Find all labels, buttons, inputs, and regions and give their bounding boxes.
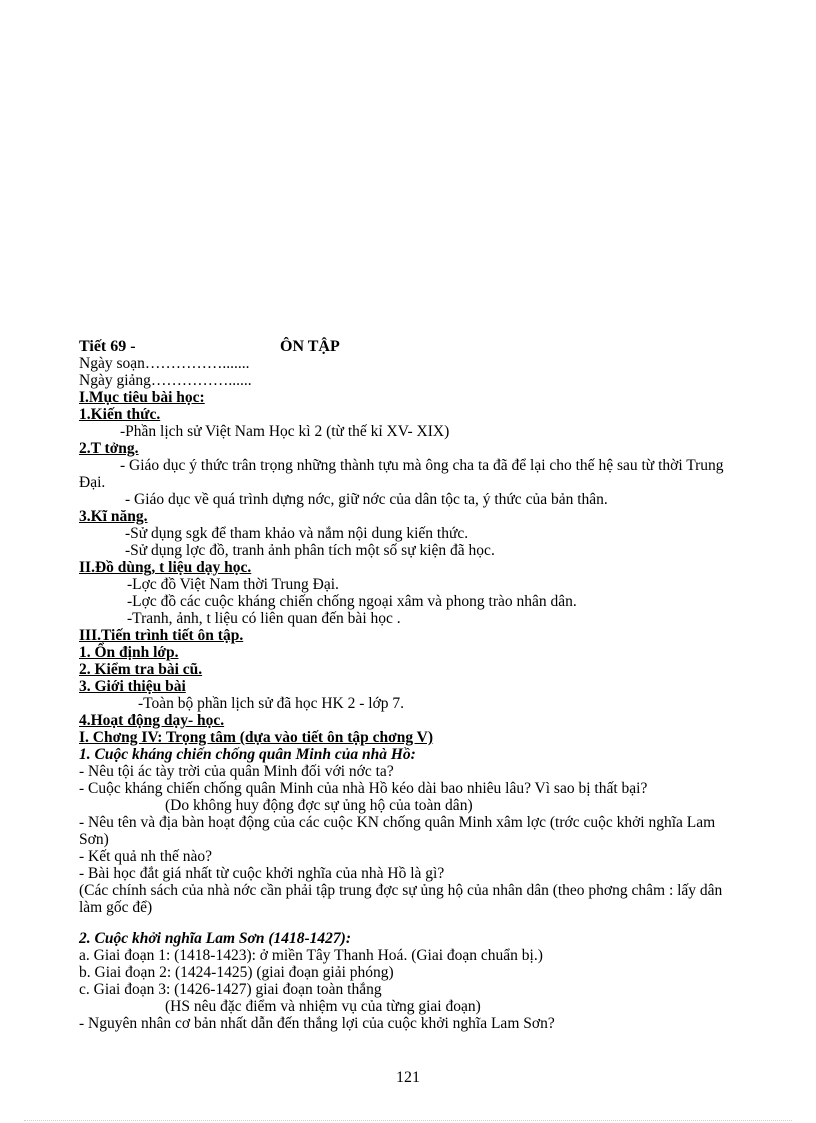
introduction-line: -Toàn bộ phần lịch sử đã học HK 2 - lớp 7. bbox=[138, 695, 405, 712]
page-bottom-divider bbox=[24, 1120, 792, 1121]
prep-date: Ngày soạn……………....... bbox=[79, 355, 250, 372]
spacer bbox=[79, 916, 744, 930]
part2-title: 2. Cuộc khởi nghĩa Lam Sơn (1418-1427): bbox=[79, 930, 351, 947]
stage-item: c. Giai đoạn 3: (1426-1427) giai đoạn toàn thắng bbox=[79, 981, 382, 998]
materials-item: -Lợc đồ các cuộc kháng chiến chống ngoại xâm và phong trào nhân dân. bbox=[127, 593, 577, 610]
teach-date: Ngày giảng……………...... bbox=[79, 372, 252, 389]
part1-title: 1. Cuộc kháng chiến chống quân Minh của nhà Hồ: bbox=[79, 746, 416, 763]
section-objectives-heading: I.Mục tiêu bài học: bbox=[79, 389, 205, 406]
question: - Nêu tội ác tày trời của quân Minh đối với nớc ta? bbox=[79, 763, 394, 780]
materials-item: -Tranh, ảnh, t liệu có liên quan đến bài học . bbox=[127, 610, 401, 627]
stage-item: a. Giai đoạn 1: (1418-1423): ở miền Tây Thanh Hoá. (Giai đoạn chuẩn bị.) bbox=[79, 947, 543, 964]
answer: (Do không huy động đợc sự ủng hộ của toàn dân) bbox=[165, 797, 473, 814]
materials-heading: II.Đồ dùng, t liệu dạy học. bbox=[79, 559, 252, 576]
lesson-plan-content bbox=[79, 338, 744, 1032]
lesson-number: Tiết 69 - bbox=[79, 338, 136, 355]
stage-item: b. Giai đoạn 2: (1424-1425) (giai đoạn giải phóng) bbox=[79, 964, 394, 981]
skills-line-2: -Sử dụng lợc đồ, tranh ảnh phân tích một số sự kiện đã học. bbox=[125, 542, 495, 559]
thought-line-1: - Giáo dục ý thức trân trọng những thành tựu mà ông cha ta đã để lại cho thế hệ sau từ thời Trung Đại. bbox=[79, 457, 724, 491]
knowledge-heading: 1.Kiến thức. bbox=[79, 406, 161, 423]
question: - Cuộc kháng chiến chống quân Minh của nhà Hồ kéo dài bao nhiêu lâu? Vì sao bị thất bại? bbox=[79, 780, 648, 797]
stabilize-heading: 1. Ổn định lớp. bbox=[79, 644, 179, 661]
question: - Bài học đắt giá nhất từ cuộc khởi nghĩa của nhà Hồ là gì? bbox=[79, 865, 445, 882]
stage-note: (HS nêu đặc điểm và nhiệm vụ của từng giai đoạn) bbox=[165, 998, 481, 1015]
materials-item: -Lợc đồ Việt Nam thời Trung Đại. bbox=[127, 576, 339, 593]
question: - Nêu tên và địa bàn hoạt động của các cuộc KN chống quân Minh xâm lợc (trớc cuộc khởi nghĩa Lam Sơn) bbox=[79, 814, 716, 848]
answer: (Các chính sách của nhà nớc cần phải tập trung đợc sự ủng hộ của nhân dân (theo phơng châm : lấy dân làm gốc để) bbox=[79, 882, 723, 916]
procedure-heading: III.Tiến trình tiết ôn tập. bbox=[79, 627, 244, 644]
question: - Kết quả nh thế nào? bbox=[79, 848, 212, 865]
thought-heading: 2.T tởng. bbox=[79, 440, 139, 457]
thought-line-2: - Giáo dục về quá trình dựng nớc, giữ nớc của dân tộc ta, ý thức của bản thân. bbox=[125, 491, 608, 508]
knowledge-line: -Phần lịch sử Việt Nam Học kì 2 (từ thế kỉ XV- XIX) bbox=[120, 423, 450, 440]
skills-line-1: -Sử dụng sgk để tham khảo và nắm nội dung kiến thức. bbox=[125, 525, 469, 542]
introduction-heading: 3. Giới thiệu bài bbox=[79, 678, 186, 695]
activities-heading: 4.Hoạt động dạy- học. bbox=[79, 712, 225, 729]
question: - Nguyên nhân cơ bản nhất dẫn đến thắng lợi của cuộc khởi nghĩa Lam Sơn? bbox=[79, 1015, 555, 1032]
skills-heading: 3.Kĩ năng. bbox=[79, 508, 148, 525]
page-title: ÔN TẬP bbox=[280, 338, 340, 355]
title-row bbox=[79, 338, 744, 355]
page-number: 121 bbox=[396, 1069, 420, 1086]
check-old-lesson-heading: 2. Kiểm tra bài cũ. bbox=[79, 661, 203, 678]
chapter-heading: I. Chơng IV: Trọng tâm (dựa vào tiết ôn tập chơng V) bbox=[79, 729, 434, 746]
